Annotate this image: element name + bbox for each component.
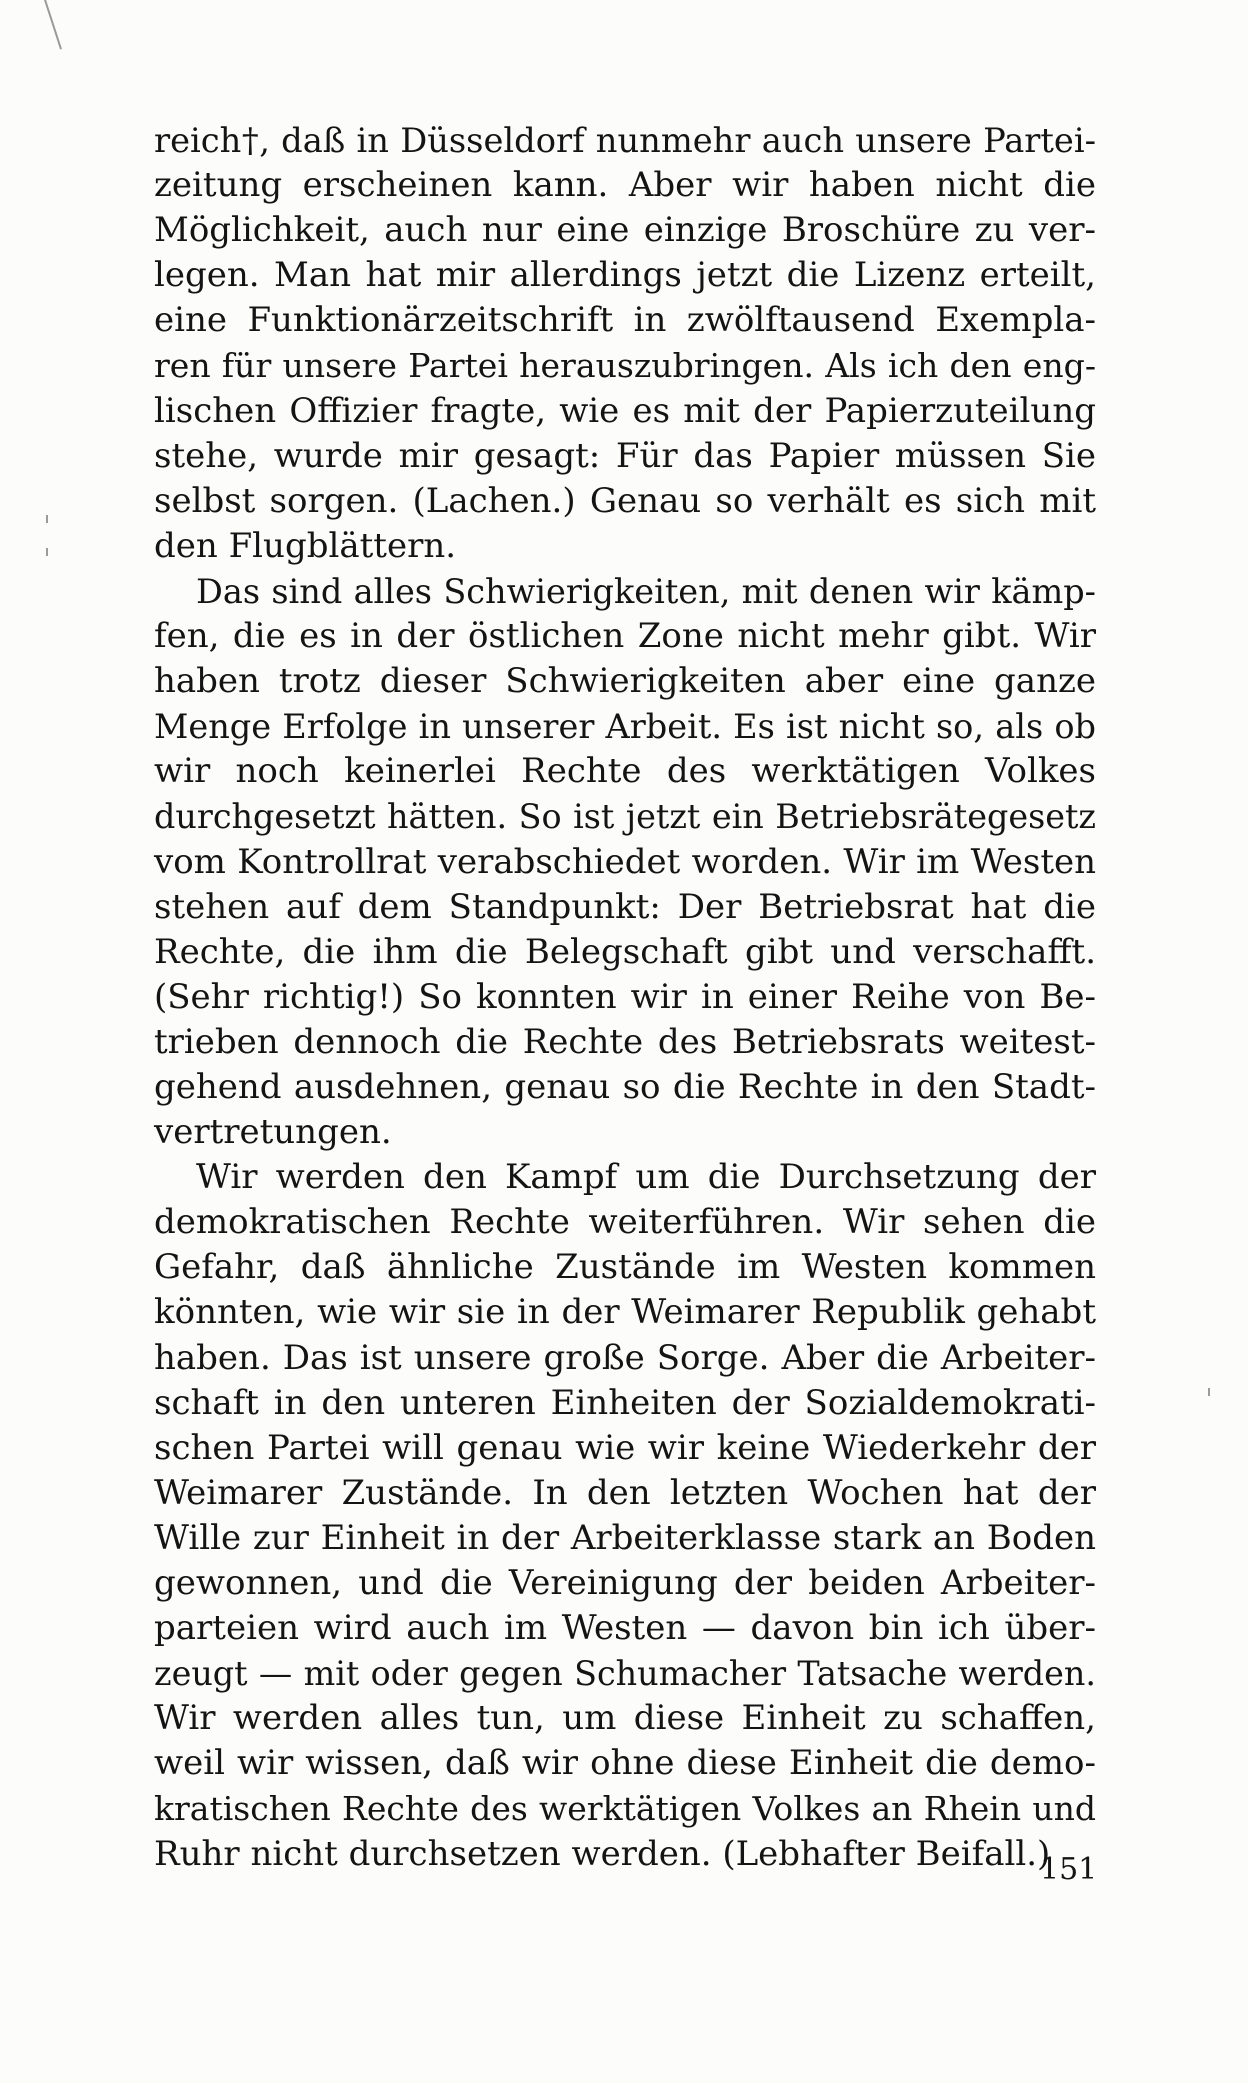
scan-edge-mark (44, 0, 62, 49)
text-line: parteien wird auch im Westen — davon bin ich über- (154, 1608, 1096, 1649)
text-line: Menge Erfolge in unserer Arbeit. Es ist nicht so, als ob (154, 707, 1096, 747)
text-line: den Flugblättern. (154, 525, 457, 566)
scan-edge-mark (1208, 1388, 1210, 1396)
text-line: könnten, wie wir sie in der Weimarer Republik gehabt (154, 1292, 1096, 1333)
text-line: Gefahr, daß ähnliche Zustände im Westen kommen (154, 1247, 1096, 1288)
text-line: (Sehr richtig!) So konnten wir in einer Reihe von Be- (154, 976, 1096, 1017)
paragraph (154, 569, 1096, 1155)
text-line: haben trotz dieser Schwierigkeiten aber eine ganze (154, 661, 1096, 702)
text-line: Wir werden alles tun, um diese Einheit zu schaffen, (154, 1698, 1096, 1739)
paragraph (154, 1155, 1096, 1877)
paragraph (154, 118, 1096, 569)
text-line: reich†, daß in Düsseldorf nunmehr auch unsere Partei- (154, 121, 1096, 160)
scan-edge-mark (46, 548, 48, 556)
text-line: trieben dennoch die Rechte des Betriebsrats weitest- (154, 1021, 1096, 1062)
text-line: Ruhr nicht durchsetzen werden. (Lebhafter Beifall.) (154, 1833, 1051, 1874)
text-line: vom Kontrollrat verabschiedet worden. Wir im Westen (154, 841, 1096, 882)
text-line: schen Partei will genau wie wir keine Wiederkehr der (154, 1427, 1096, 1468)
text-line: kratischen Rechte des werktätigen Volkes an Rhein und (154, 1789, 1096, 1829)
body-text (154, 118, 1096, 1877)
text-line: ren für unsere Partei herauszubringen. Als ich den eng- (154, 346, 1096, 386)
text-line: selbst sorgen. (Lachen.) Genau so verhält es sich mit (154, 480, 1096, 521)
text-line: weil wir wissen, daß wir ohne diese Einheit die demo- (154, 1743, 1096, 1784)
text-line: schaft in den unteren Einheiten der Sozialdemokrati- (154, 1382, 1096, 1423)
text-line: Wille zur Einheit in der Arbeiterklasse stark an Boden (154, 1517, 1096, 1558)
page-number: 151 (1040, 1852, 1098, 1887)
text-line: vertretungen. (154, 1112, 392, 1153)
text-line: durchgesetzt hätten. So ist jetzt ein Betriebsrätegesetz (154, 797, 1096, 837)
text-line: lischen Offizier fragte, wie es mit der Papierzuteilung (154, 390, 1096, 431)
text-line: gehend ausdehnen, genau so die Rechte in den Stadt- (154, 1066, 1096, 1107)
text-line: Weimarer Zustände. In den letzten Wochen hat der (154, 1472, 1096, 1513)
text-line: demokratischen Rechte weiterführen. Wir sehen die (154, 1202, 1096, 1243)
text-line: haben. Das ist unsere große Sorge. Aber die Arbeiter- (154, 1337, 1096, 1378)
text-line: eine Funktionärzeitschrift in zwölftausend Exempla- (154, 300, 1096, 341)
text-line: Rechte, die ihm die Belegschaft gibt und verschafft. (154, 931, 1096, 972)
text-line: Möglichkeit, auch nur eine einzige Broschüre zu ver- (154, 210, 1096, 251)
text-line: Das sind alles Schwierigkeiten, mit denen wir kämp- (196, 571, 1096, 611)
text-line: stehe, wurde mir gesagt: Für das Papier müssen Sie (154, 435, 1096, 476)
text-line: wir noch keinerlei Rechte des werktätigen Volkes (154, 751, 1096, 792)
text-line: zeitung erscheinen kann. Aber wir haben nicht die (154, 165, 1096, 206)
scan-edge-mark (46, 515, 48, 523)
text-line: Wir werden den Kampf um die Durchsetzung der (196, 1157, 1096, 1198)
text-line: zeugt — mit oder gegen Schumacher Tatsache werden. (154, 1654, 1096, 1694)
text-line: gewonnen, und die Vereinigung der beiden Arbeiter- (154, 1563, 1096, 1603)
text-line: legen. Man hat mir allerdings jetzt die Lizenz erteilt, (154, 255, 1096, 296)
text-line: fen, die es in der östlichen Zone nicht mehr gibt. Wir (154, 616, 1096, 657)
text-line: stehen auf dem Standpunkt: Der Betriebsrat hat die (154, 886, 1096, 927)
